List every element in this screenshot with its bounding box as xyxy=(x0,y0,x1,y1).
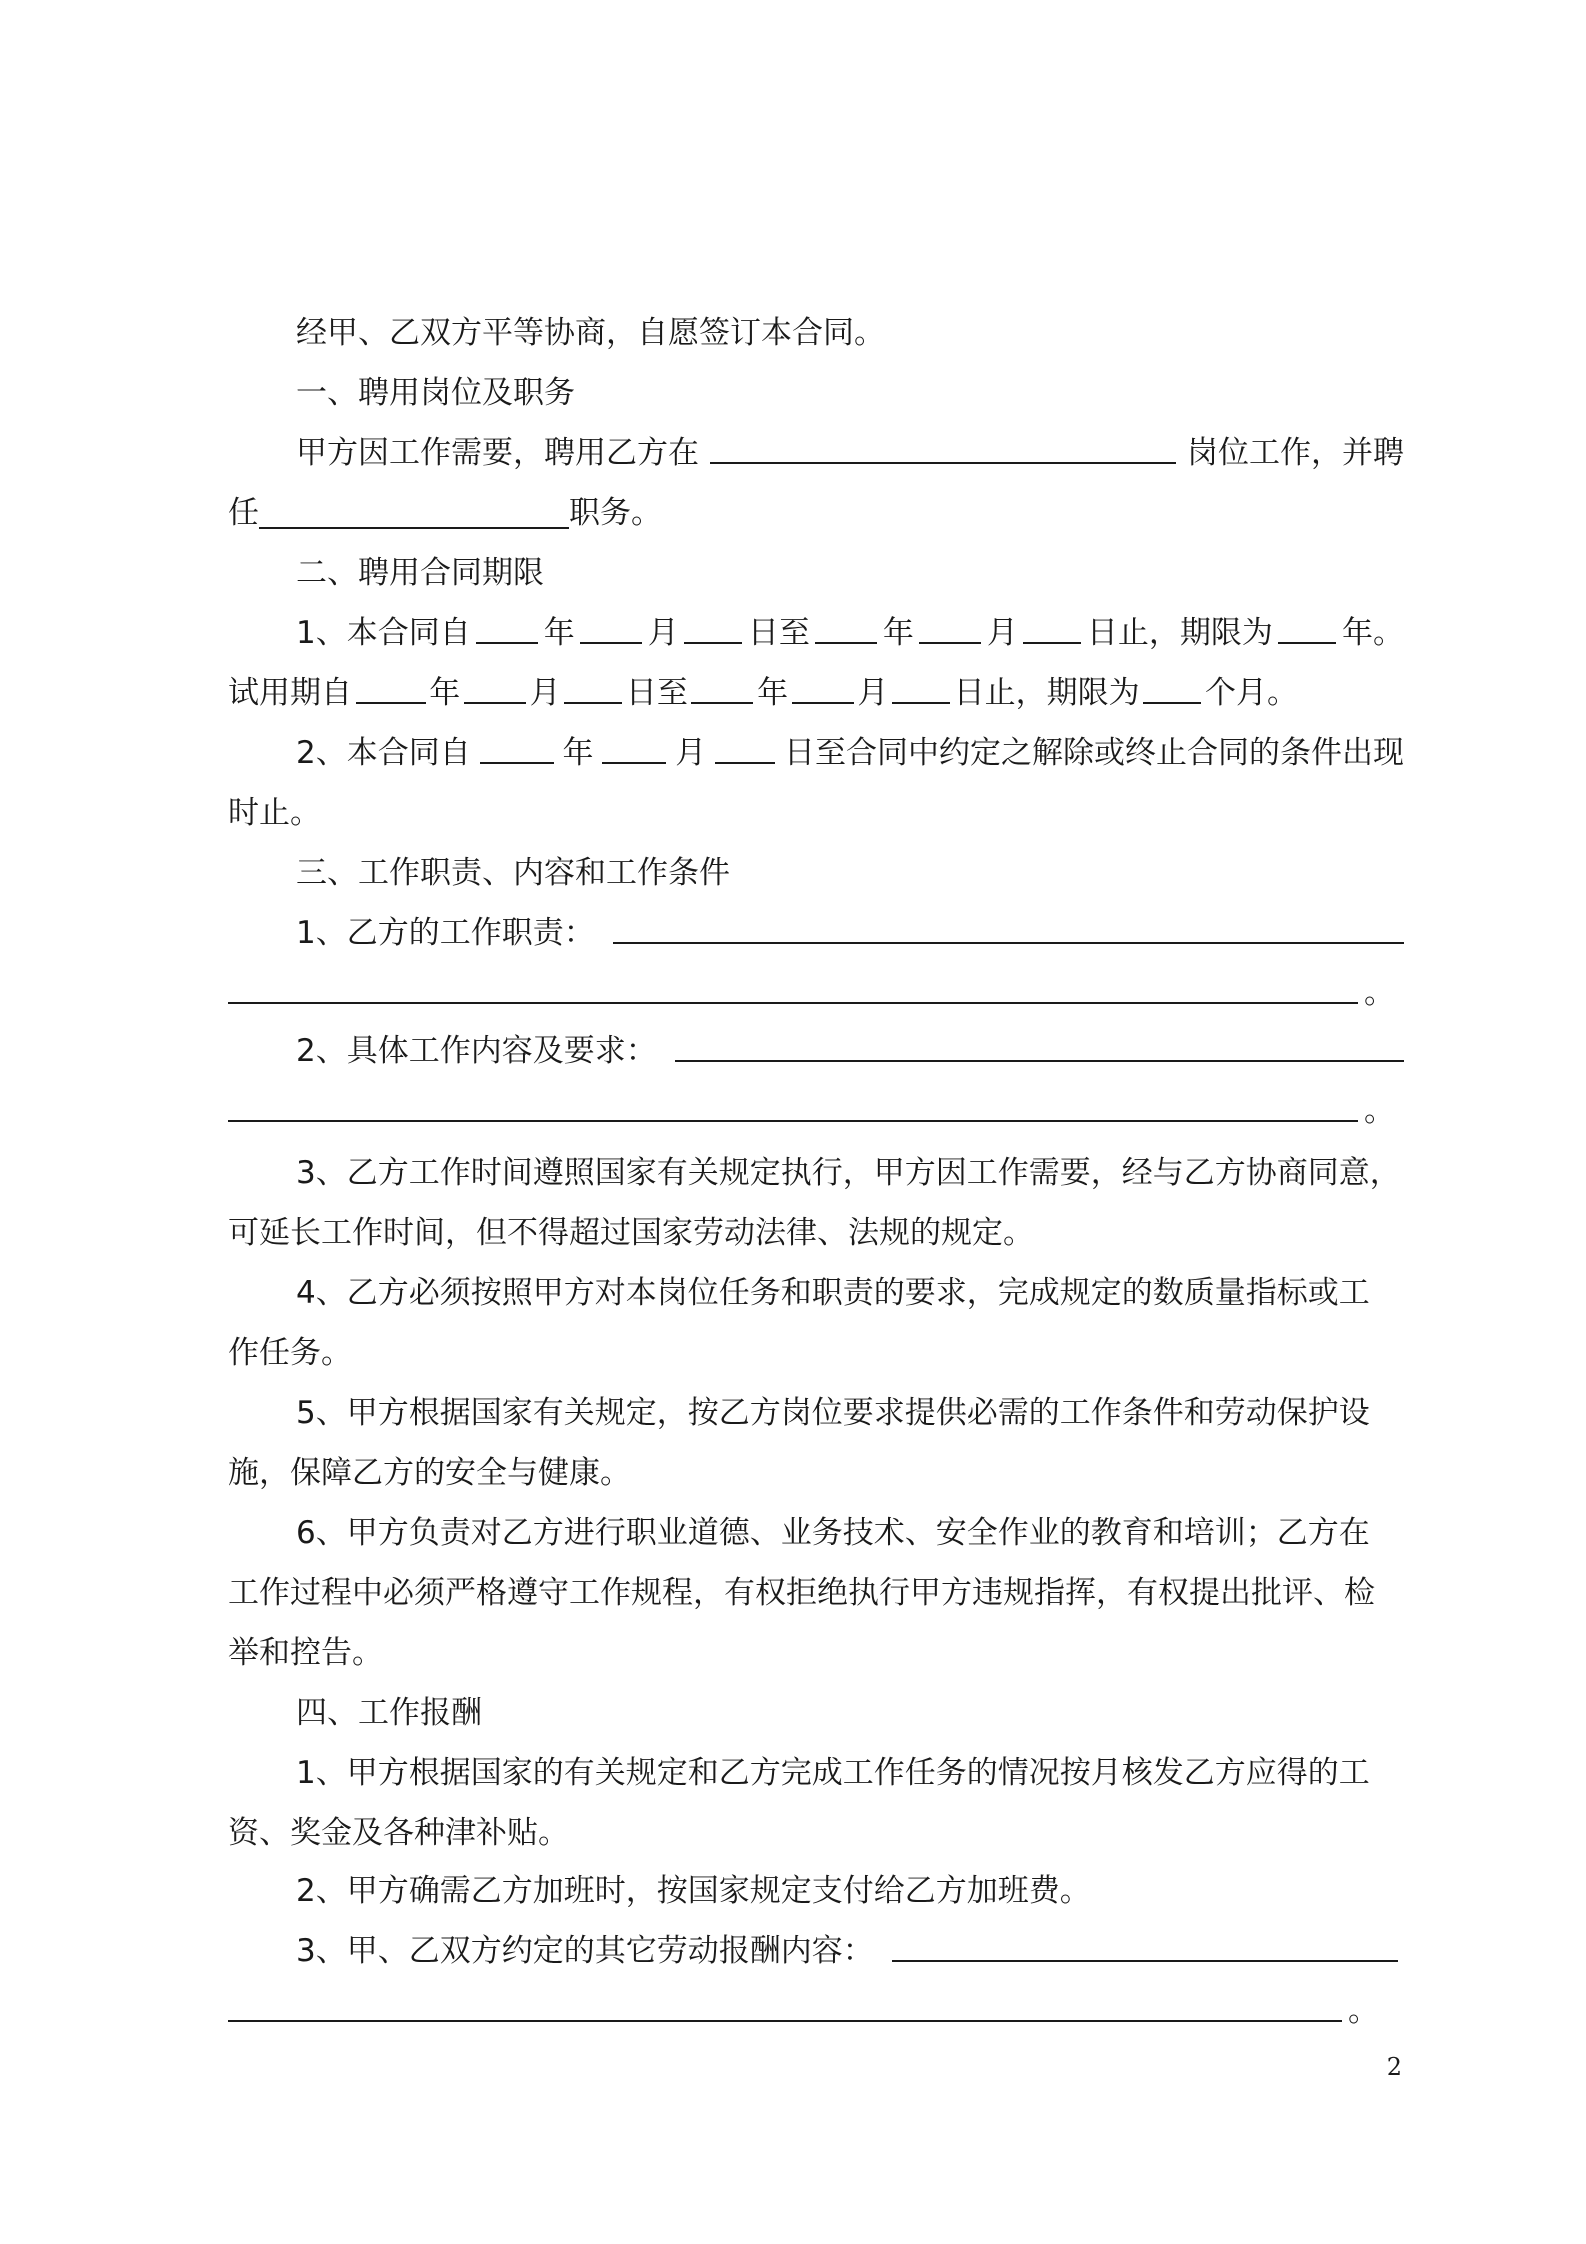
text: 1、乙方的工作职责： xyxy=(296,915,595,951)
text: 1、本合同自 xyxy=(296,615,471,651)
text: 。 xyxy=(1364,975,1395,1011)
text: 年 xyxy=(562,735,594,771)
clause-3-3-cont: 可延长工作时间，但不得超过国家劳动法律、法规的规定。 xyxy=(228,1215,1034,1251)
text: 日至 xyxy=(625,675,688,711)
day-blank xyxy=(1023,612,1081,644)
year-blank xyxy=(476,612,538,644)
other-pay-line xyxy=(228,1930,1398,1972)
day-blank xyxy=(564,672,622,704)
month-blank xyxy=(792,672,854,704)
term-years-blank xyxy=(1278,612,1336,644)
clause-4-1-cont: 资、奖金及各种津补贴。 xyxy=(228,1815,569,1851)
intro-paragraph: 经甲、乙双方平等协商，自愿签订本合同。 xyxy=(296,315,885,351)
term-clause-1 xyxy=(228,612,1404,654)
section-1-heading: 一、聘用岗位及职务 xyxy=(296,375,575,411)
term-clause-2-cont: 时止。 xyxy=(228,795,321,831)
clause-3-4-cont: 作任务。 xyxy=(228,1335,352,1371)
day-blank xyxy=(892,672,950,704)
month-blank xyxy=(919,612,981,644)
text: 个月。 xyxy=(1204,675,1298,711)
text: 月 xyxy=(647,615,679,651)
section-2-heading: 二、聘用合同期限 xyxy=(296,555,544,591)
month-blank xyxy=(464,672,526,704)
clause-3-6: 6、甲方负责对乙方进行职业道德、业务技术、安全作业的教育和培训；乙方在 xyxy=(296,1515,1370,1551)
text: 试用期自 xyxy=(228,675,352,711)
text: 年 xyxy=(757,675,789,711)
other-pay-line-2 xyxy=(228,1990,1388,2032)
text: 月 xyxy=(675,735,707,771)
text: 任 xyxy=(228,495,259,531)
text: 2、本合同自 xyxy=(296,735,471,771)
text: 月 xyxy=(857,675,889,711)
text: 日止，期限为 xyxy=(1086,615,1273,651)
day-blank xyxy=(715,732,775,764)
clause-3-3: 3、乙方工作时间遵照国家有关规定执行，甲方因工作需要，经与乙方协商同意， xyxy=(296,1155,1401,1191)
term-clause-2 xyxy=(228,732,1404,774)
duties-line xyxy=(228,912,1404,954)
text: 年。 xyxy=(1341,615,1404,651)
section-1-line-2 xyxy=(228,492,1404,534)
clause-4-2: 2、甲方确需乙方加班时，按国家规定支付给乙方加班费。 xyxy=(296,1873,1091,1909)
clause-3-6-cont-2: 举和控告。 xyxy=(228,1635,383,1671)
duty-blank xyxy=(259,497,569,529)
text: 月 xyxy=(529,675,561,711)
duties-blank xyxy=(228,972,1358,1004)
probation-line xyxy=(228,672,1298,714)
year-blank xyxy=(691,672,753,704)
duties-blank xyxy=(613,912,1404,944)
section-4-heading: 四、工作报酬 xyxy=(296,1695,482,1731)
text: 3、甲、乙双方约定的其它劳动报酬内容： xyxy=(296,1933,874,1969)
text: 2、具体工作内容及要求： xyxy=(296,1033,657,1069)
year-blank xyxy=(480,732,554,764)
clause-3-4: 4、乙方必须按照甲方对本岗位任务和职责的要求，完成规定的数质量指标或工 xyxy=(296,1275,1370,1311)
probation-months-blank xyxy=(1143,672,1201,704)
month-blank xyxy=(580,612,642,644)
text: 年 xyxy=(543,615,575,651)
other-pay-blank xyxy=(228,1990,1342,2022)
text: 岗位工作，并聘 xyxy=(1187,435,1404,471)
work-content-blank xyxy=(675,1030,1404,1062)
text: 日至合同中约定之解除或终止合同的条件出现 xyxy=(783,735,1404,771)
text: 日至 xyxy=(747,615,810,651)
text: 年 xyxy=(429,675,461,711)
work-content-blank xyxy=(228,1090,1358,1122)
text: 。 xyxy=(1364,1093,1395,1129)
work-content-line-2 xyxy=(228,1090,1404,1132)
section-3-heading: 三、工作职责、内容和工作条件 xyxy=(296,855,730,891)
duties-line-2 xyxy=(228,972,1404,1014)
clause-4-1: 1、甲方根据国家的有关规定和乙方完成工作任务的情况按月核发乙方应得的工 xyxy=(296,1755,1370,1791)
text: 年 xyxy=(882,615,914,651)
text: 职务。 xyxy=(569,495,662,531)
clause-3-5-cont: 施，保障乙方的安全与健康。 xyxy=(228,1455,631,1491)
other-pay-blank xyxy=(892,1930,1398,1962)
clause-3-5: 5、甲方根据国家有关规定，按乙方岗位要求提供必需的工作条件和劳动保护设 xyxy=(296,1395,1370,1431)
month-blank xyxy=(602,732,666,764)
year-blank xyxy=(815,612,877,644)
year-blank xyxy=(356,672,426,704)
clause-3-6-cont: 工作过程中必须严格遵守工作规程，有权拒绝执行甲方违规指挥，有权提出批评、检 xyxy=(228,1575,1375,1611)
text: 日止，期限为 xyxy=(953,675,1140,711)
section-1-line-1 xyxy=(228,432,1404,474)
work-content-line xyxy=(228,1030,1404,1072)
text: 甲方因工作需要，聘用乙方在 xyxy=(296,435,699,471)
text: 。 xyxy=(1348,1993,1379,2029)
page-number: 2 xyxy=(1386,2053,1402,2081)
text: 月 xyxy=(986,615,1018,651)
post-blank xyxy=(710,432,1176,464)
day-blank xyxy=(684,612,742,644)
